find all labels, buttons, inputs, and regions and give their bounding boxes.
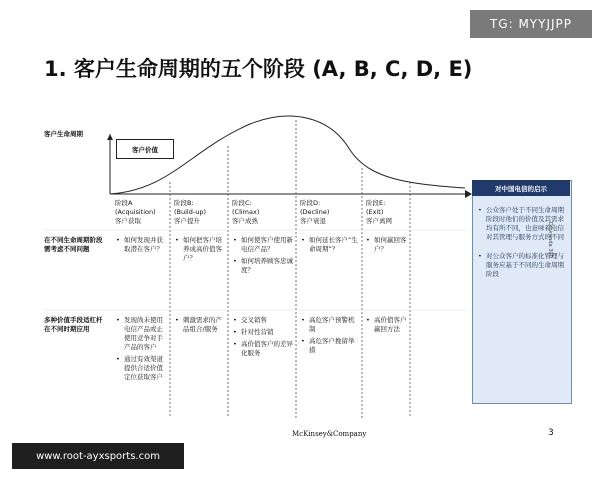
list-item: • 高价值客户的差异化服务: [233, 340, 294, 358]
row-levers-label: 多种价值手段适杠杆在不同时期应用: [44, 316, 103, 333]
phase-c-chinese: 客户成熟: [232, 217, 258, 225]
list-item: • 发现尚未使用电信产品或止使用竞争对手产品的客户: [116, 316, 168, 352]
list-item: • 对公众客户的标准化管理与服务应基于不同的生命周期阶段: [478, 252, 566, 279]
phase-d-english: (Decline): [300, 208, 330, 216]
phase-b-chinese: 客户提升: [174, 217, 200, 225]
list-item: • 通过有效渠道提供合适价值定位获取客户: [116, 355, 168, 382]
phase-a-title: 阶段A: [115, 199, 133, 207]
row2-cell-a: [116, 316, 168, 385]
phase-a-english: (Acquisition): [115, 208, 156, 216]
list-item: • 刺激需求的产品组合/服务: [175, 316, 225, 334]
list-item: • 如何延长客户“生命周期”？: [301, 236, 359, 254]
side-tag: Dmiranda 300: [547, 222, 553, 258]
row1-cell-b: [175, 236, 225, 266]
phase-d-chinese: 客户衰退: [300, 217, 326, 225]
mckinsey-logo: McKinsey&Company: [292, 430, 367, 438]
channel-badge: TG: MYYJJPP: [470, 10, 592, 38]
list-item: • 如何把客户培养成高价值客户？: [175, 236, 225, 263]
list-item: • 如何赢回客户？: [366, 236, 408, 254]
list-item: • 公众客户处于不同生命周期阶段时他们的价值及其需求均有所不同，也意味着电信对其管理与服务方式的不同: [478, 206, 566, 242]
phase-c-title: 阶段C:: [232, 199, 252, 207]
list-item: • 如何培养顾客忠诚度？: [233, 257, 294, 275]
phase-e-english: (Exit): [366, 208, 384, 216]
row2-cell-d: [301, 316, 359, 358]
y-axis-arrow: [107, 134, 113, 140]
phase-e-title: 阶段E:: [366, 199, 386, 207]
phase-b-label: [174, 199, 226, 226]
list-item: • 如何发现并获取潜在客户？: [116, 236, 168, 254]
row-issues-label: 在不同生命周期阶段需考虑不同问题: [44, 236, 103, 253]
row1-cell-d: [301, 236, 359, 257]
phase-a-chinese: 客户获取: [115, 217, 141, 225]
implications-header: 对中国电信的启示: [472, 180, 570, 196]
phase-d-title: 阶段D:: [300, 199, 321, 207]
phase-d-label: [300, 199, 360, 226]
phase-e-chinese: 客户离网: [366, 217, 392, 225]
row1-cell-c: [233, 236, 294, 278]
lifecycle-axis-label: 客户生命周期: [44, 130, 83, 138]
list-item: • 高价值客户赢回方法: [366, 316, 408, 334]
row1-cell-e: [366, 236, 408, 257]
row2-cell-b: [175, 316, 225, 337]
phase-b-english: (Build-up): [174, 208, 206, 216]
list-item: • 高危客户挽留举措: [301, 337, 359, 355]
phase-a-label: [115, 199, 171, 226]
phase-c-english: (Climax): [232, 208, 260, 216]
phase-b-title: 阶段B:: [174, 199, 194, 207]
footer-url-banner[interactable]: www.root-ayxsports.com: [12, 443, 184, 469]
panel-arrow-head: [465, 190, 472, 198]
phase-c-label: [232, 199, 294, 226]
list-item: • 交叉销售: [233, 316, 294, 325]
list-item: • 高危客户预警机制: [301, 316, 359, 334]
page-number: 3: [548, 428, 554, 438]
phase-e-label: [366, 199, 410, 226]
row2-cell-e: [366, 316, 408, 337]
list-item: • 针对性营销: [233, 328, 294, 337]
row2-cell-c: [233, 316, 294, 361]
slide-title: 1. 客户生命周期的五个阶段 (A, B, C, D, E): [44, 57, 473, 81]
row1-cell-a: [116, 236, 168, 257]
customer-value-box: 客户价值: [116, 139, 174, 159]
list-item: • 如何使客户使用新电信产品？: [233, 236, 294, 254]
